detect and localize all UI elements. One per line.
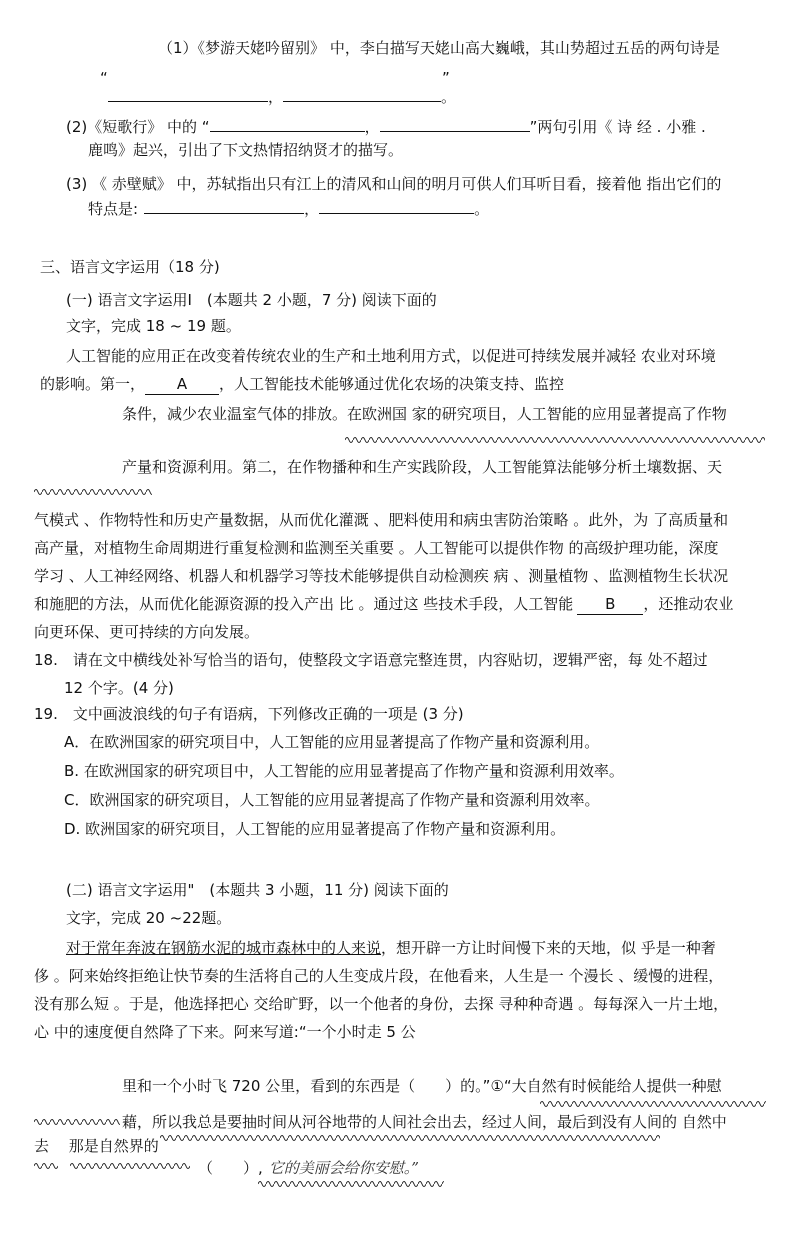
q1-quote-open: “ (100, 69, 108, 87)
p2-line4: 心 中的速度便自然降了下来。阿来写道:“一个小时走 5 公 (34, 1023, 416, 1041)
p2-line8 (198, 1158, 419, 1178)
q2-blank-2[interactable] (380, 116, 530, 132)
q3-line2 (88, 198, 489, 219)
q1-blank-2[interactable] (283, 86, 441, 102)
q2-suffix: ”两句引用《 诗 经 . 小雅 . (529, 118, 706, 136)
wavy-underline-3 (540, 1098, 766, 1108)
p1-line2 (40, 374, 564, 395)
p2-line6: 藉，所以我总是要抽时间从河谷地带的人间社会出去，经过人间，最后到没有人间的 自然中 (122, 1113, 727, 1131)
wavy-underline-6 (34, 1160, 58, 1170)
p2-line5: 里和一个小时飞 720 公里，看到的东西是（ ）的。”①“大自然有时候能给人提供一种慰 (122, 1077, 722, 1095)
wavy-underline-8 (258, 1178, 444, 1188)
q18-line2: 12 个字。(4 分) (64, 679, 174, 697)
wavy-underline-5 (160, 1132, 660, 1142)
option-d[interactable]: D. 欧洲国家的研究项目，人工智能的应用显著提高了作物产量和资源利用。 (64, 820, 566, 838)
p1-line4: 产量和资源利用。第二，在作物播种和生产实践阶段，人工智能算法能够分析土壤数据、天 (122, 458, 723, 476)
p1-line7: 学习 、人工神经网络、机器人和机器学习等技术能够提供自动检测疾 病 、测量植物 、监测植物生长状况 (34, 567, 729, 585)
p1-line1: 人工智能的应用正在改变着传统农业的生产和土地利用方式，以促进可持续发展并减轻 农业对环境 (66, 347, 716, 365)
p2-underlined-phrase: 对于常年奔波在钢筋水泥的城市森林中的人来说 (66, 939, 382, 957)
q3-line1: (3) 《 赤壁赋》 中，苏轼指出只有江上的清风和山间的明月可供人们耳听目看，接着他 指出它们的 (66, 175, 722, 193)
p2-line3: 没有那么短 。于是，他选择把心 交给旷野，以一个他者的身份，去探 寻种种奇遇 。每每深入一片土地， (34, 995, 729, 1013)
p1-line8-b: ，还推动农业 (643, 595, 734, 613)
section-3-heading: 三、语言文字运用（18 分) (40, 258, 220, 276)
sub2-line2: 文字，完成 20 ~22题。 (66, 909, 232, 927)
p1-line8-a: 和施肥的方法，从而优化能源资源的投入产出 比 。通过这 些技术手段，人工智能 (34, 595, 574, 613)
q1-period: 。 (441, 88, 457, 106)
p1-line3: 条件，减少农业温室气体的排放。在欧洲国 家的研究项目，人工智能的应用显著提高了作物 (122, 405, 727, 423)
wavy-underline-1 (345, 434, 765, 444)
q1-comma: ， (268, 88, 284, 106)
sub2-line1: (二) 语言文字运用" (本题共 3 小题，11 分) 阅读下面的 (66, 881, 449, 899)
q2-line1 (66, 116, 706, 137)
q2-comma: ， (364, 118, 380, 136)
p2-line1-b: ，想开辟一方让时间慢下来的天地，似 乎是一种奢 (381, 939, 716, 957)
wavy-underline-4 (34, 1116, 120, 1126)
option-b[interactable]: B. 在欧洲国家的研究项目中，人工智能的应用显著提高了作物产量和资源利用效率。 (64, 762, 624, 780)
q1-answer-line (108, 86, 456, 107)
p1-line2-b: ，人工智能技术能够通过优化农场的决策支持、监控 (219, 375, 565, 393)
p1-line9: 向更环保、更可持续的方向发展。 (34, 623, 260, 641)
blank-a[interactable]: A (145, 374, 219, 395)
q2-blank-1[interactable] (210, 116, 365, 132)
p2-line8-script: 它的美丽会给你安慰。” (268, 1159, 419, 1177)
option-a[interactable]: A．在欧洲国家的研究项目中，人工智能的应用显著提高了作物产量和资源利用。 (64, 733, 600, 751)
q3-period: 。 (474, 200, 490, 218)
blank-b[interactable]: B (577, 594, 643, 615)
wavy-underline-2 (34, 486, 152, 496)
wavy-underline-7 (70, 1160, 190, 1170)
q18-line1: 18. 请在文中横线处补写恰当的语句，使整段文字语意完整连贯，内容贴切，逻辑严密，每 处不超过 (34, 651, 708, 669)
q2-line2: 鹿鸣》起兴，引出了下文热情招纳贤才的描写。 (88, 141, 404, 159)
q3-prefix: 特点是: (88, 200, 139, 218)
q19-stem: 19. 文中画波浪线的句子有语病，下列修改正确的一项是 (3 分) (34, 705, 464, 723)
p1-line6: 高产量，对植物生命周期进行重复检测和监测至关重要 。人工智能可以提供作物 的高级护理功能，深度 (34, 539, 719, 557)
q3-blank-1[interactable] (144, 198, 304, 214)
q2-prefix: (2)《短歌行》 中的 “ (66, 118, 210, 136)
p2-line8-blank: （ ）, (198, 1159, 263, 1177)
q3-blank-2[interactable] (319, 198, 474, 214)
q3-comma: ， (304, 200, 320, 218)
p1-line2-a: 的影响。第一， (40, 375, 146, 393)
q1-quote-close: ” (442, 69, 450, 87)
p2-line2: 侈 。阿来始终拒绝让快节奏的生活将自己的人生变成片段，在他看来，人生是一 个漫长 、缓慢的进程， (34, 967, 724, 985)
q1-text: （1）《梦游天姥吟留别》 中，李白描写天姥山高大巍峨，其山势超过五岳的两句诗是 (158, 39, 720, 57)
sub1-line2: 文字，完成 18 ~ 19 题。 (66, 317, 241, 335)
p2-line7: 去 那是自然界的 (34, 1137, 159, 1155)
q1-blank-1[interactable] (108, 86, 268, 102)
p1-line8 (34, 594, 733, 615)
sub1-line1: (一) 语言文字运用Ⅰ (本题共 2 小题，7 分) 阅读下面的 (66, 291, 437, 309)
option-c[interactable]: C．欧洲国家的研究项目，人工智能的应用显著提高了作物产量和资源利用效率。 (64, 791, 600, 809)
p2-line1 (66, 938, 716, 958)
p1-line5: 气模式 、作物特性和历史产量数据，从而优化灌溉 、肥料使用和病虫害防治策略 。此外，为 了高质量和 (34, 511, 729, 529)
